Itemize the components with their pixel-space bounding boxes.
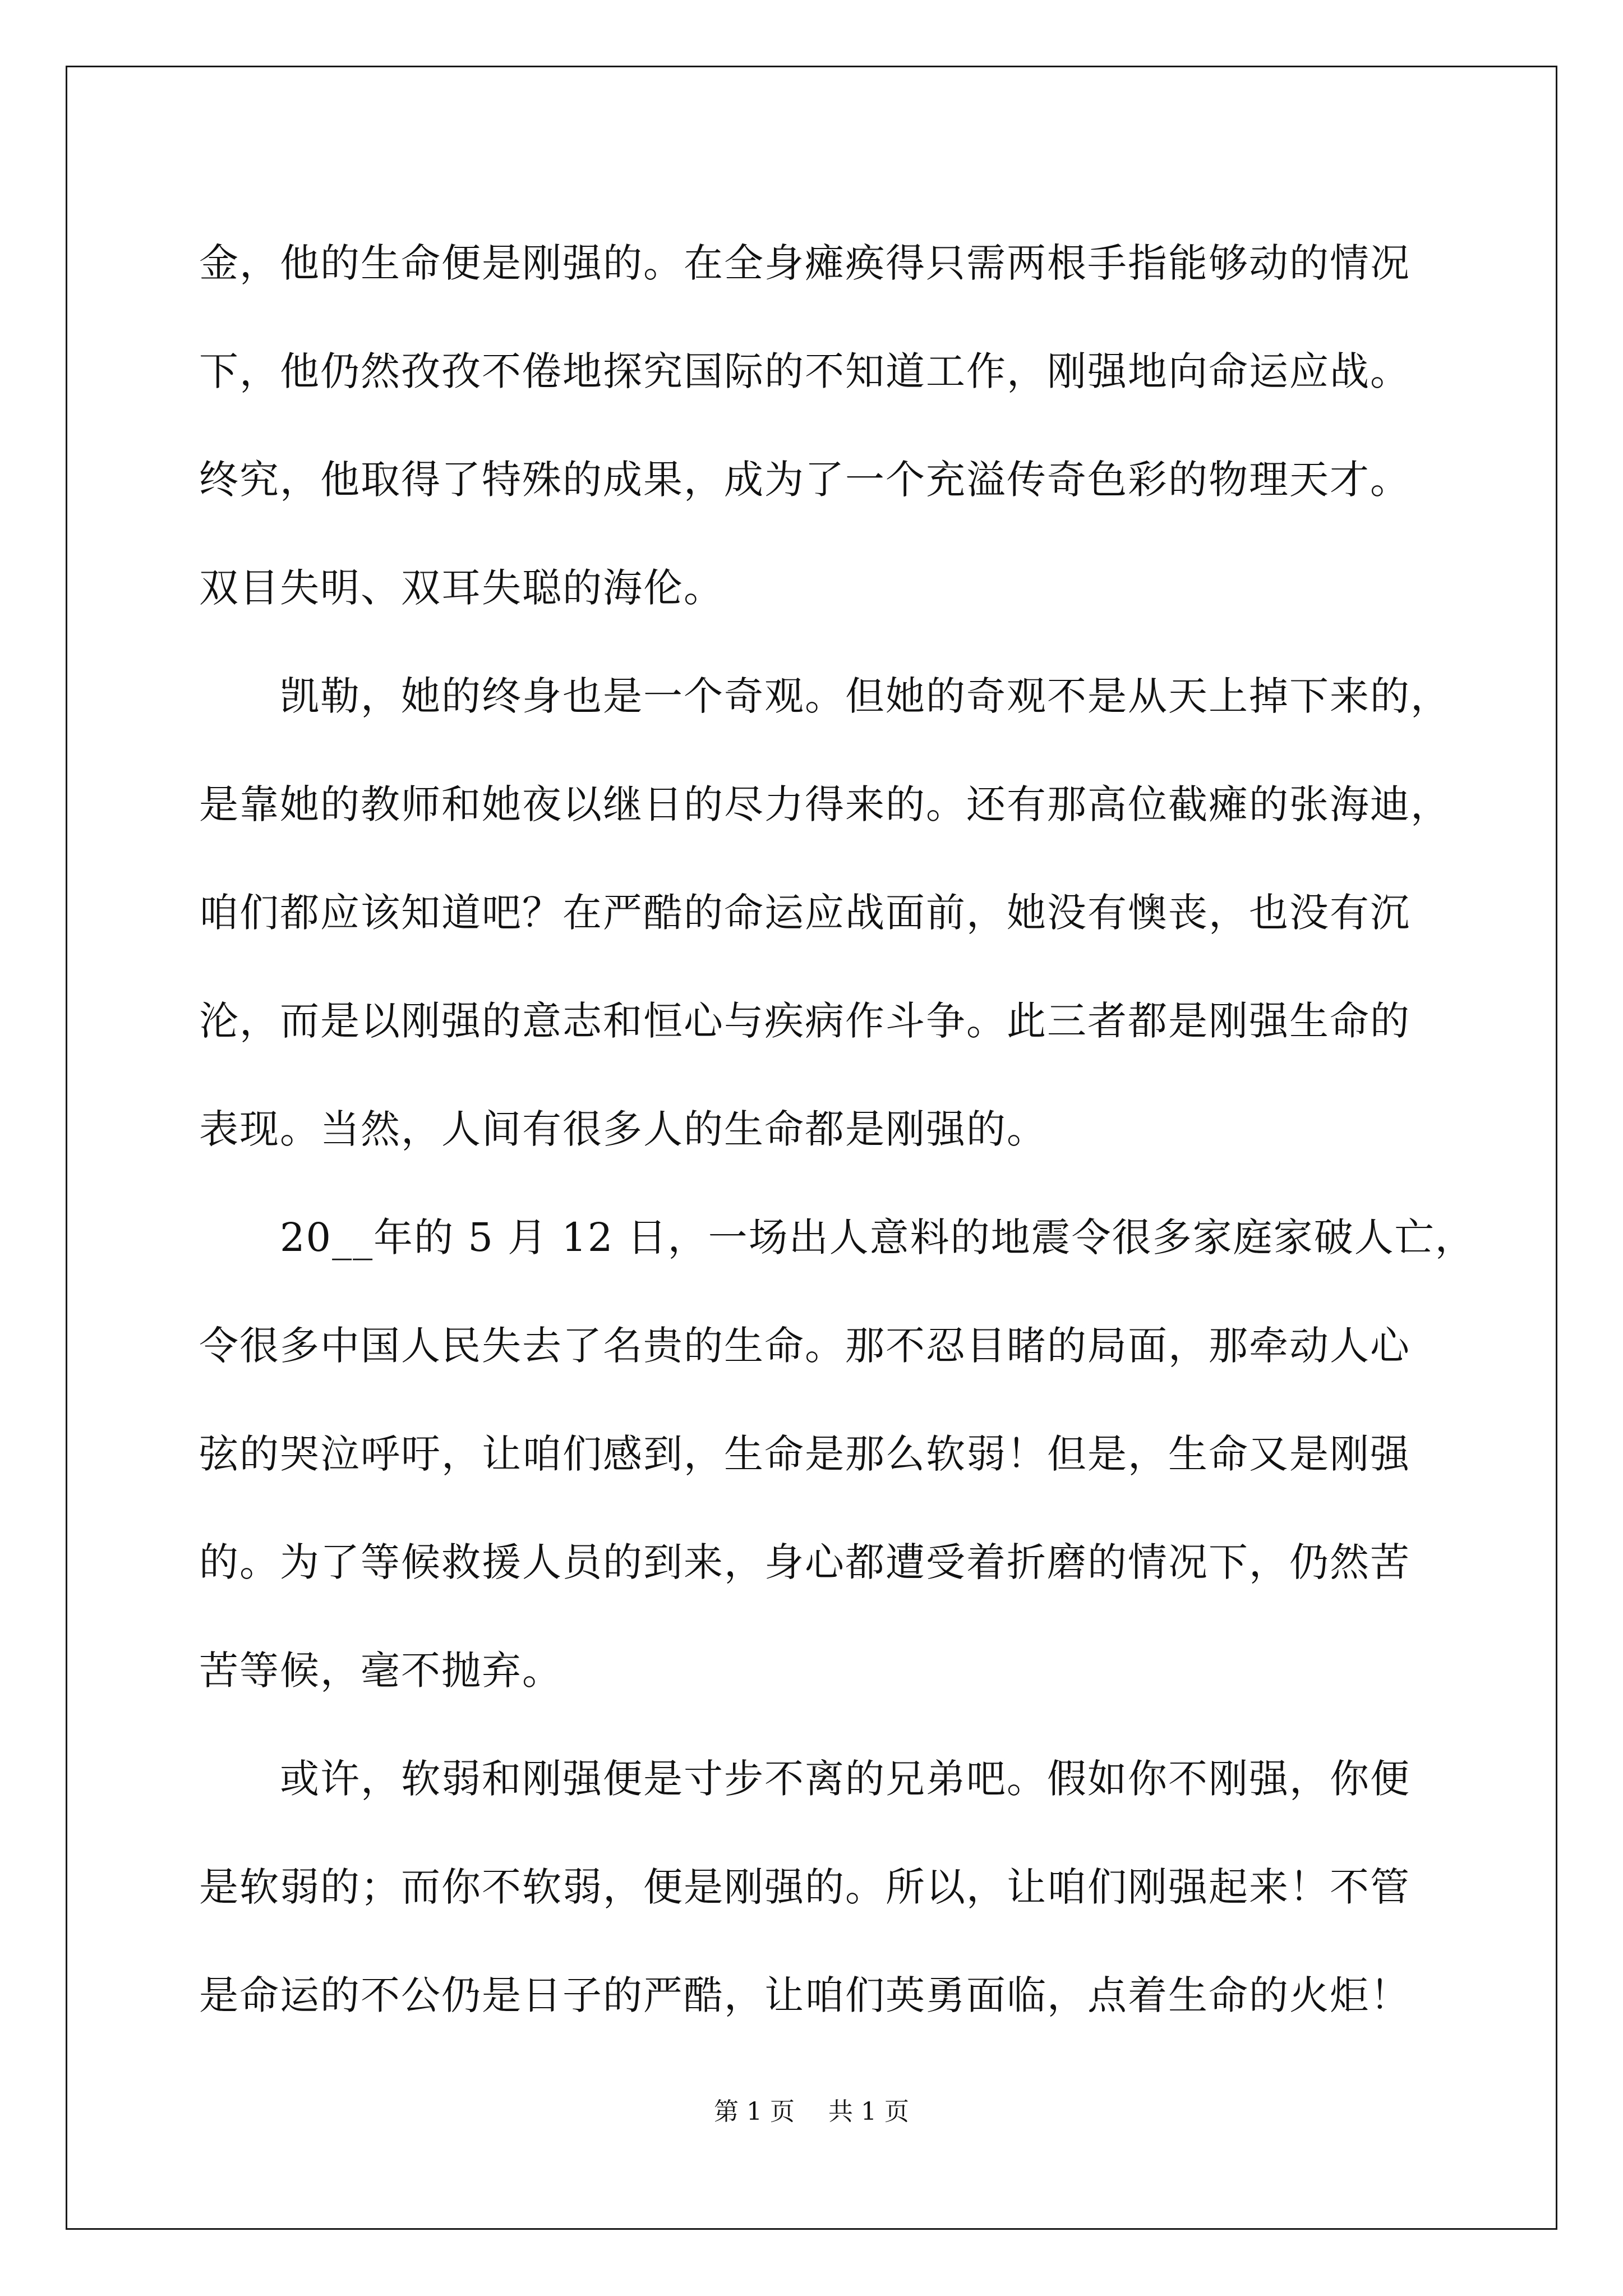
text-line: 是软弱的；而你不软弱，便是刚强的。所以，让咱们刚强起来！不管 (199, 1864, 1410, 1910)
text-line: 凯勒，她的终身也是一个奇观。但她的奇观不是从天上掉下来的， (199, 673, 1451, 719)
page-number: 第 1 页 (714, 2097, 795, 2126)
document-body (199, 209, 1476, 2050)
text-line: 是靠她的教师和她夜以继日的尽力得来的。还有那高位截瘫的张海迪， (199, 781, 1451, 827)
text-line: 沦，而是以刚强的意志和恒心与疾病作斗争。此三者都是刚强生命的 (199, 998, 1410, 1044)
text-line: 咱们都应该知道吧？在严酷的命运应战面前，她没有懊丧，也没有沉 (199, 890, 1410, 936)
text-line: 双目失明、双耳失聪的海伦。 (199, 565, 724, 611)
text-line: 弦的哭泣呼吁，让咱们感到，生命是那么软弱！但是，生命又是刚强 (199, 1431, 1410, 1477)
text-line: 下，他仍然孜孜不倦地探究国际的不知道工作，刚强地向命运应战。 (199, 348, 1410, 394)
total-pages: 共 1 页 (828, 2097, 909, 2126)
page-footer (0, 2095, 1623, 2129)
text-line: 表现。当然，人间有很多人的生命都是刚强的。 (199, 1106, 1047, 1152)
text-line: 令很多中国人民失去了名贵的生命。那不忍目睹的局面，那牵动人心 (199, 1323, 1410, 1369)
text-line: 金，他的生命便是刚强的。在全身瘫痪得只需两根手指能够动的情况 (199, 240, 1410, 286)
text-line: 是命运的不公仍是日子的严酷，让咱们英勇面临，点着生命的火炬！ (199, 1972, 1410, 2018)
text-line: 终究，他取得了特殊的成果，成为了一个充溢传奇色彩的物理天才。 (199, 457, 1410, 503)
text-line: 20__年的 5 月 12 日，一场出人意料的地震令很多家庭家破人亡， (199, 1214, 1476, 1260)
text-line: 或许，软弱和刚强便是寸步不离的兄弟吧。假如你不刚强，你便 (199, 1756, 1410, 1802)
text-line: 苦等候，毫不抛弃。 (199, 1648, 562, 1694)
text-line: 的。为了等候救援人员的到来，身心都遭受着折磨的情况下，仍然苦 (199, 1539, 1410, 1585)
